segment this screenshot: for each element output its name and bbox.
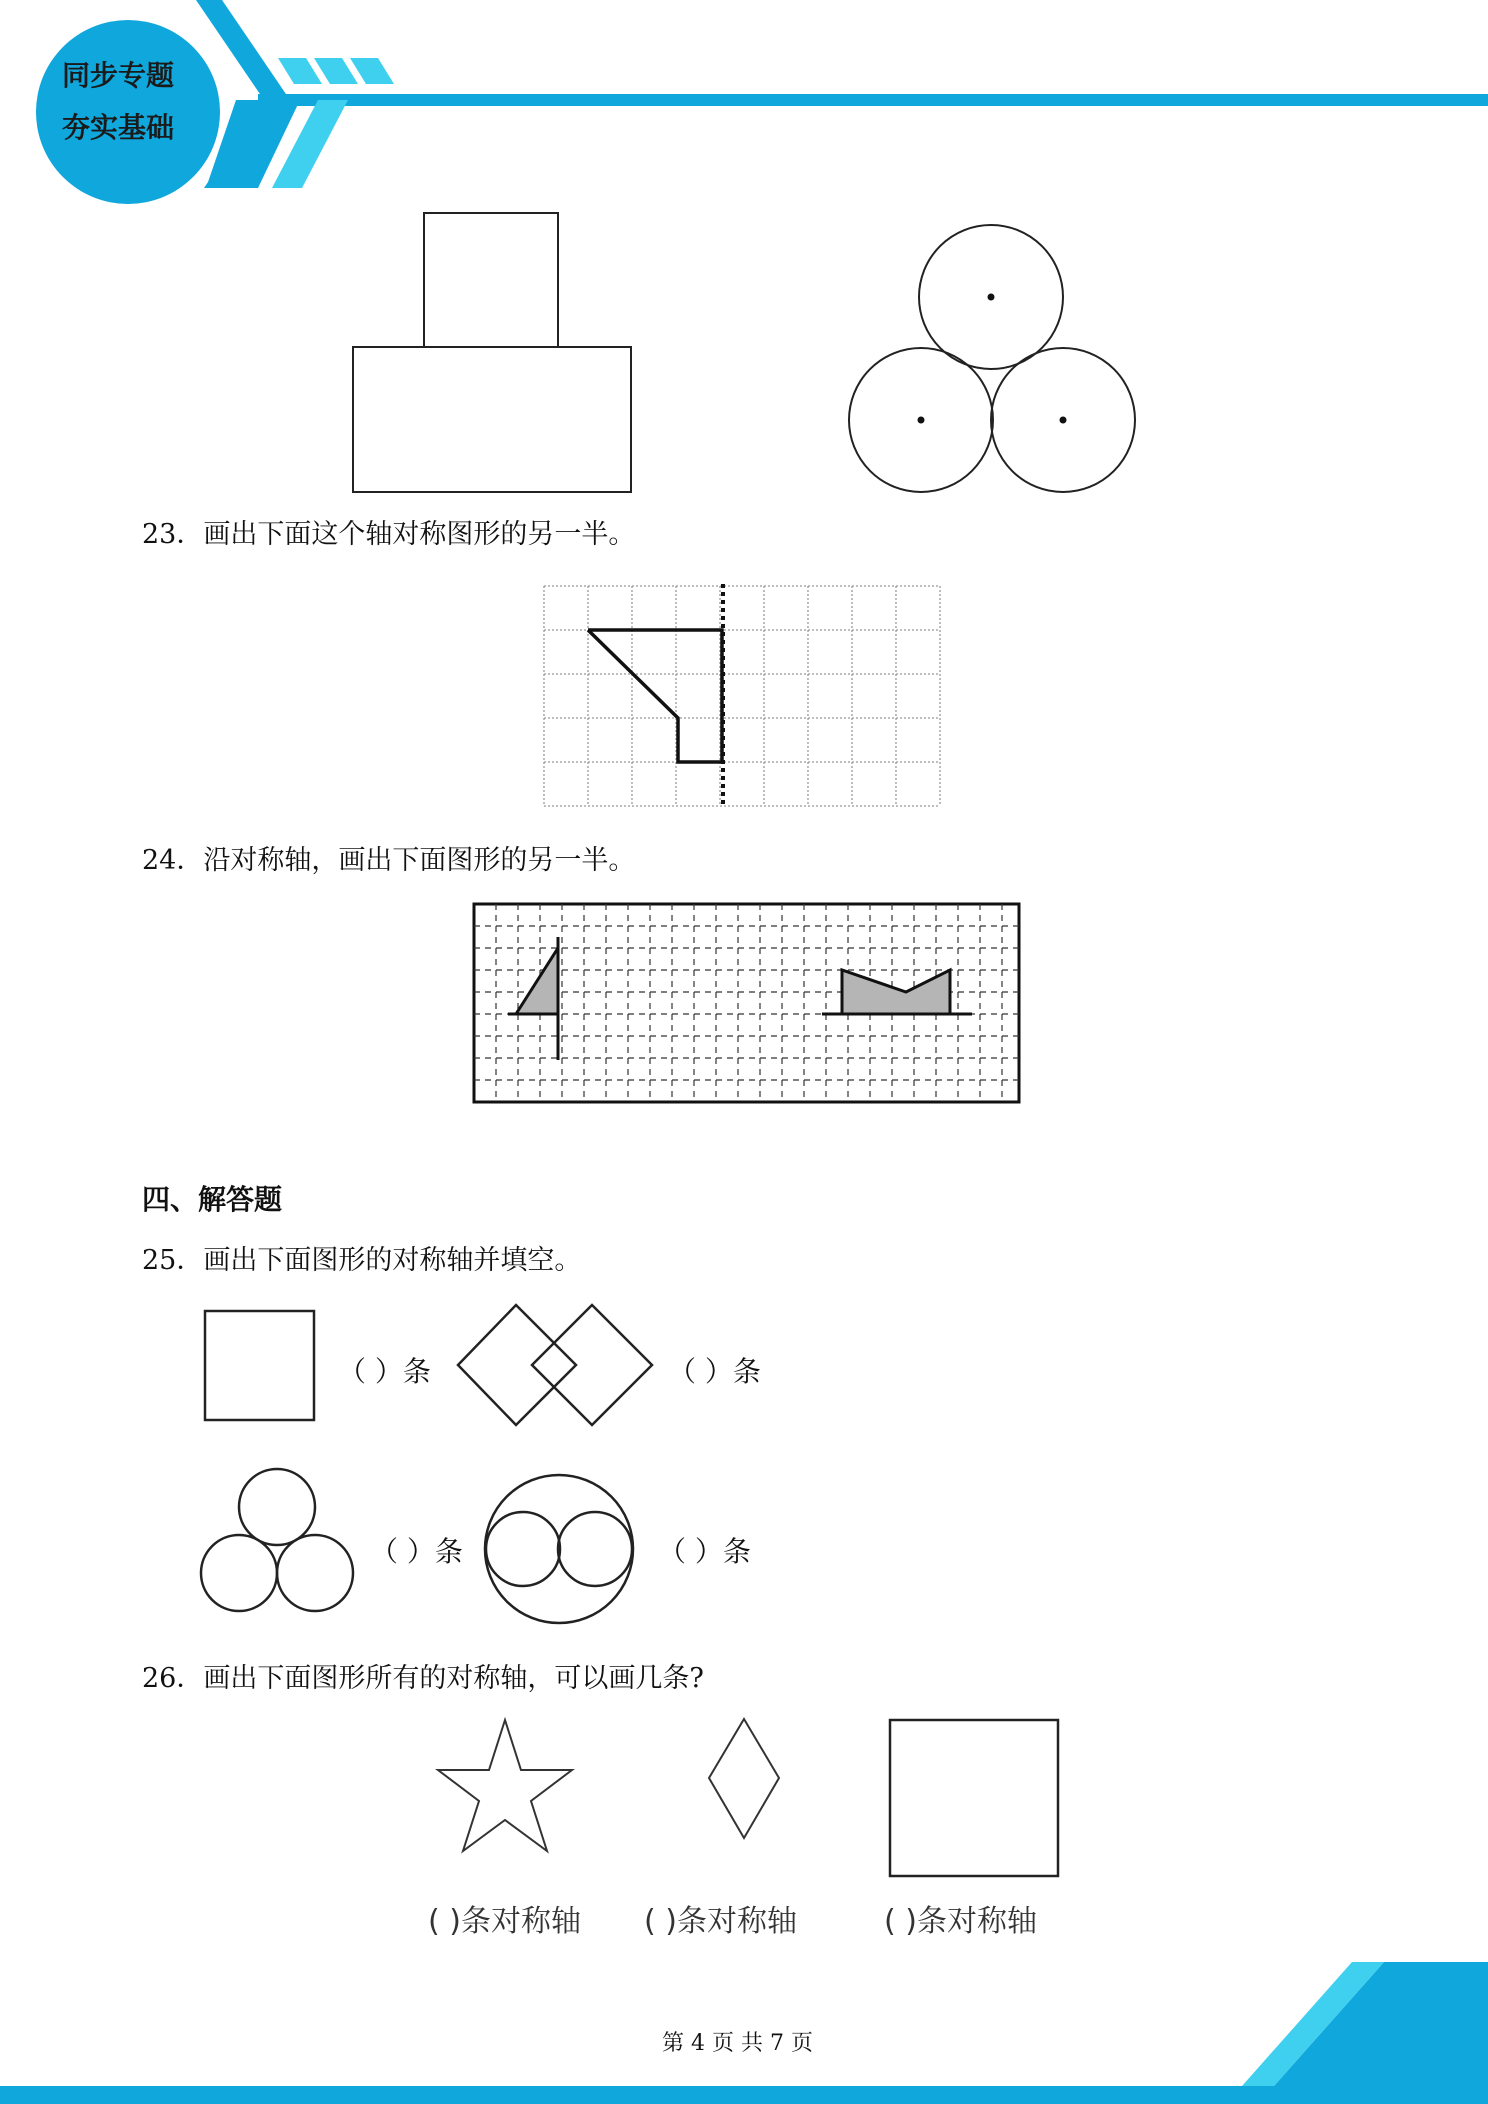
q24-grid-figure[interactable] [472, 902, 1022, 1107]
stacked-rectangles-figure [350, 210, 640, 500]
q25-blank-2[interactable]: （ ）条 [668, 1355, 761, 1388]
q25-three-circles-figure[interactable] [197, 1466, 357, 1626]
question-23: 23．画出下面这个轴对称图形的另一半。 [142, 519, 636, 550]
question-24: 24．沿对称轴，画出下面图形的另一半。 [142, 845, 636, 876]
question-26: 26．画出下面图形所有的对称轴，可以画几条? [142, 1663, 704, 1694]
q26-square-figure[interactable] [888, 1718, 1062, 1880]
q26-star-figure[interactable] [430, 1716, 580, 1866]
q25-blank-4[interactable]: （ ）条 [658, 1535, 751, 1568]
q23-grid-figure[interactable] [542, 584, 952, 814]
three-circles-figure [845, 222, 1145, 502]
q25-square-figure[interactable] [202, 1308, 318, 1424]
q26-caption-star[interactable]: ( )条对称轴 [428, 1904, 581, 1939]
badge-line-1: 同步专题 [62, 59, 175, 92]
q26-caption-square[interactable]: ( )条对称轴 [884, 1904, 1037, 1939]
q25-blank-1[interactable]: （ ）条 [338, 1355, 431, 1388]
section-title-4: 四、解答题 [142, 1183, 283, 1216]
q25-two-diamonds-figure[interactable] [456, 1303, 656, 1431]
page-number: 第 4 页 共 7 页 [662, 2031, 813, 2056]
footer-decoration [0, 1904, 1488, 2104]
header-decoration [0, 0, 1488, 200]
q25-blank-3[interactable]: （ ）条 [370, 1535, 463, 1568]
q26-caption-rhombus[interactable]: ( )条对称轴 [644, 1904, 797, 1939]
badge-line-2: 夯实基础 [62, 111, 175, 144]
q26-rhombus-figure[interactable] [704, 1716, 784, 1848]
q25-circle-with-two-circles-figure[interactable] [482, 1472, 638, 1628]
question-25: 25．画出下面图形的对称轴并填空。 [142, 1245, 582, 1276]
